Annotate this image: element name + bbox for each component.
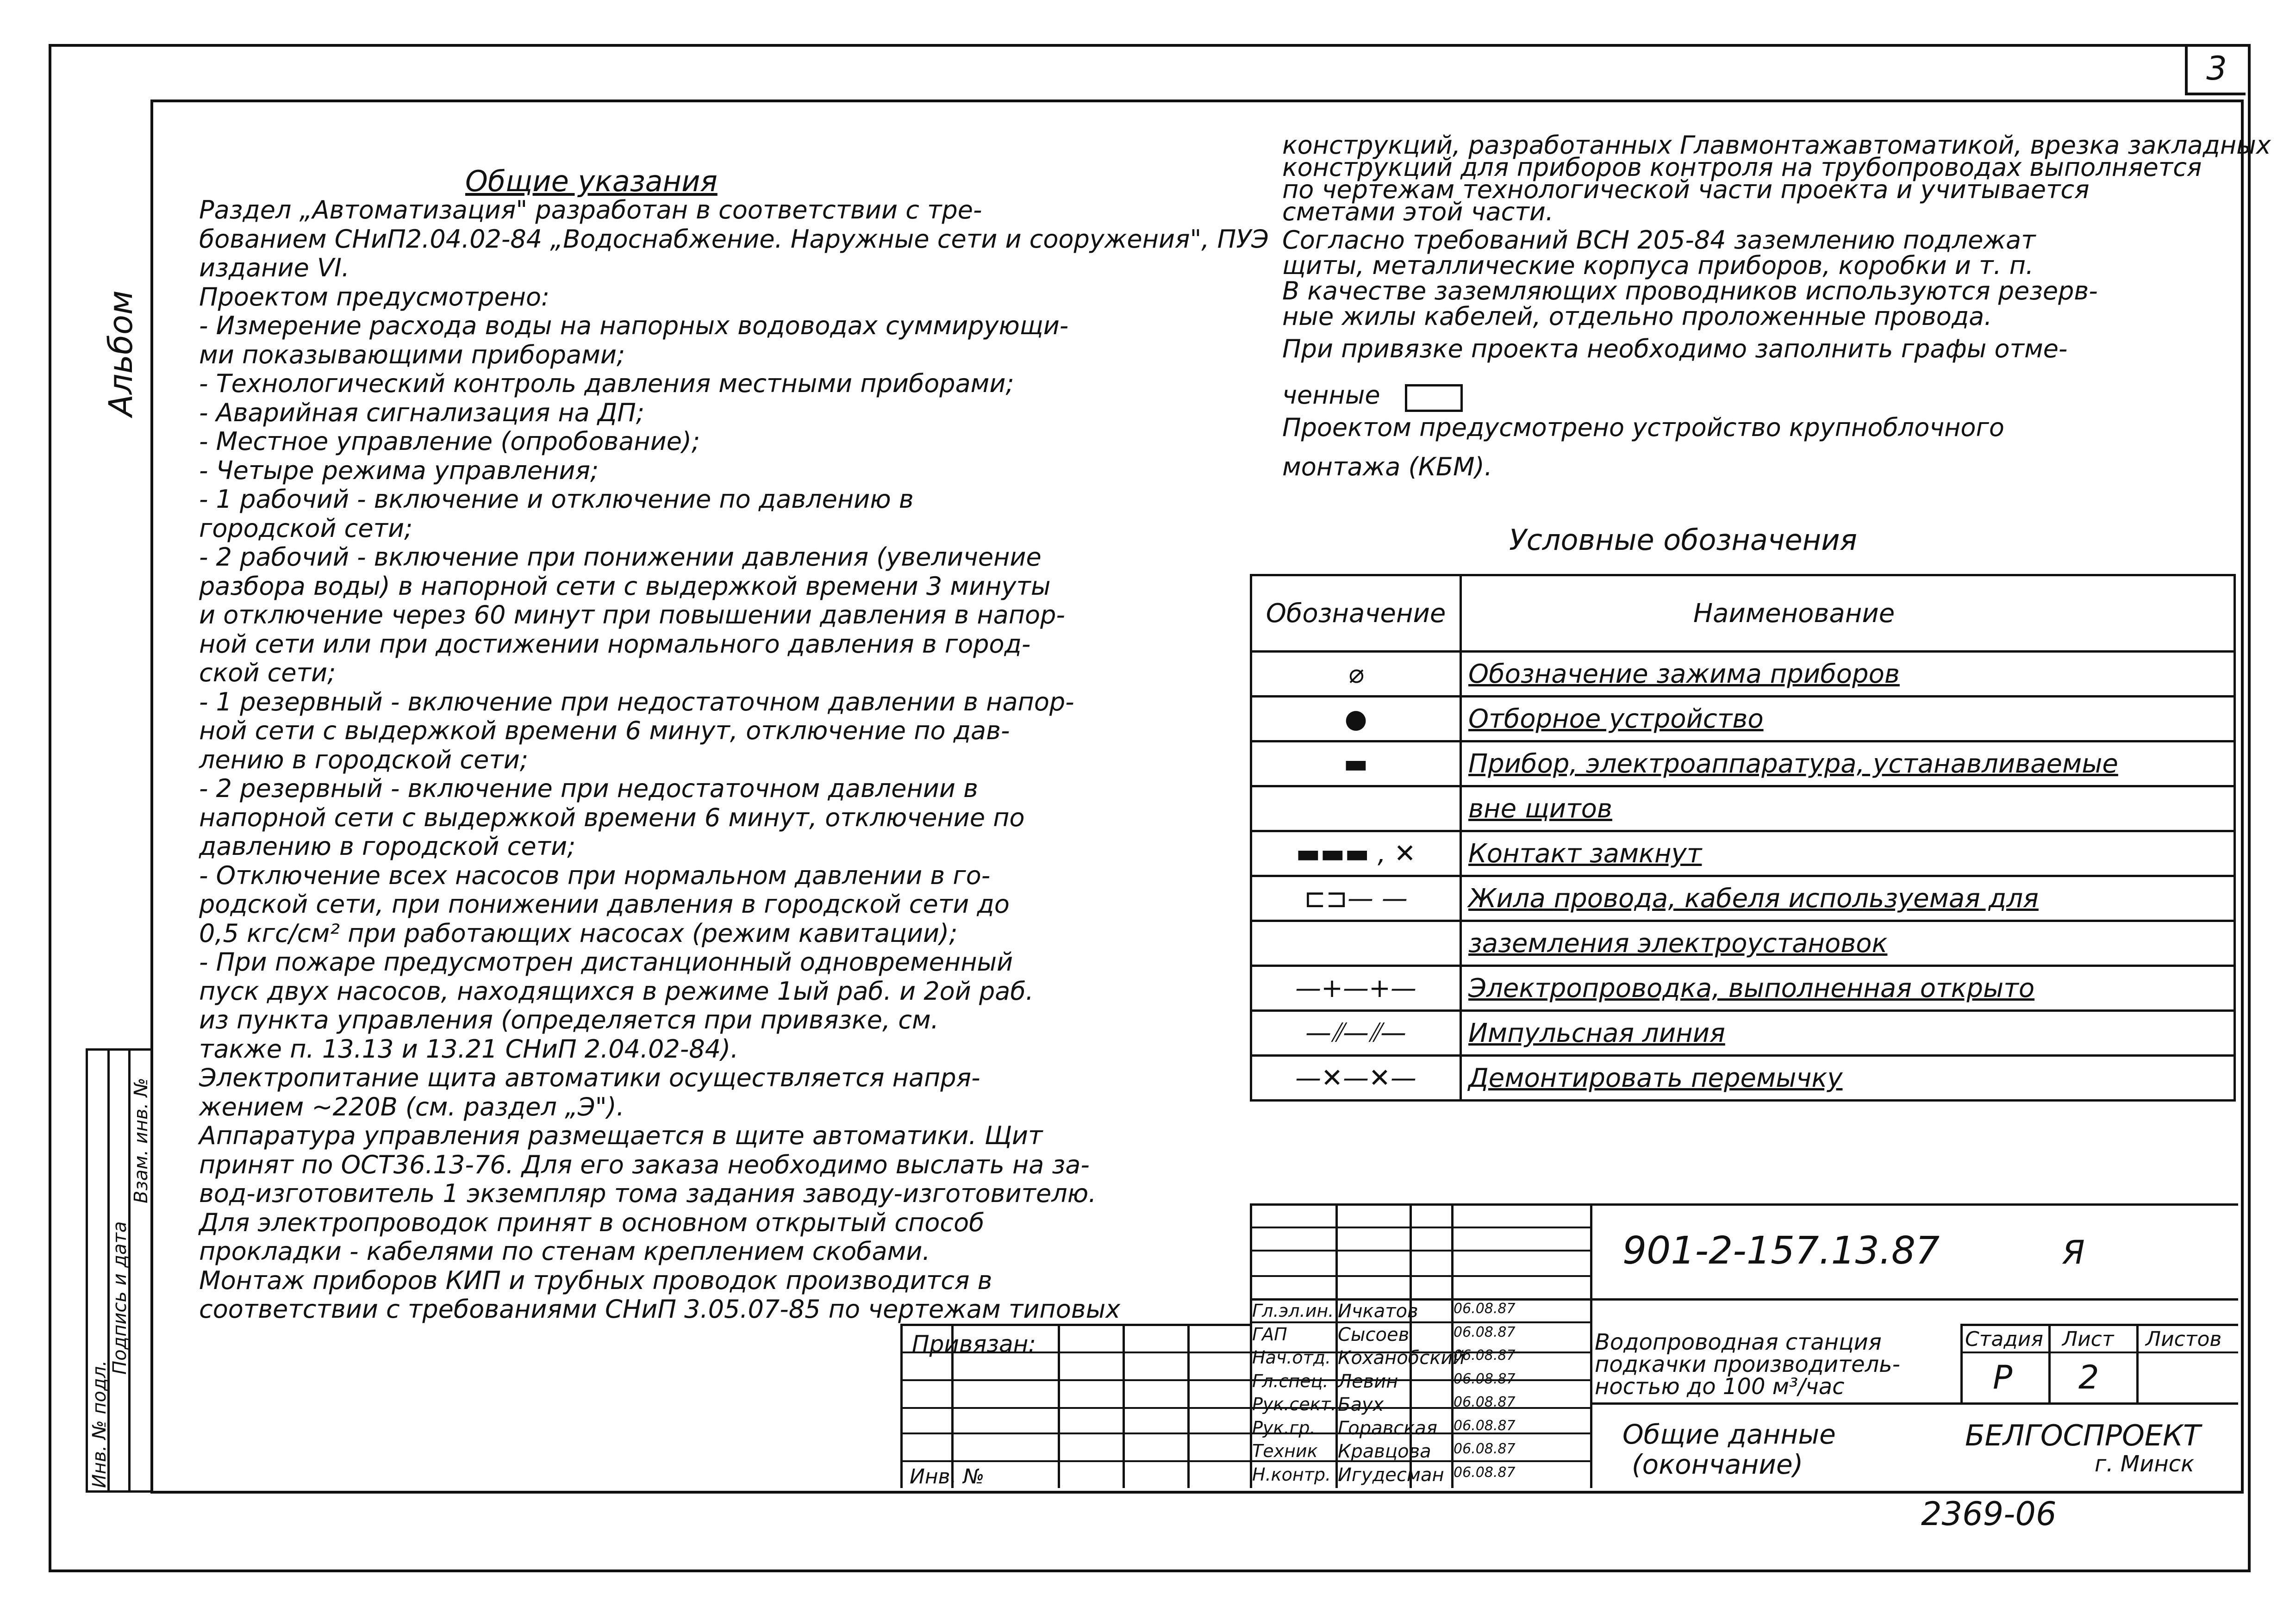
legend-row — [1251, 741, 2235, 786]
tb-name: Левин — [1338, 1370, 1398, 1392]
note-line: давлению в городской сети; — [199, 832, 576, 861]
legend-symbol: ⌀ — [1251, 652, 1461, 697]
sheet-number: 3 — [2185, 44, 2246, 95]
legend-row — [1251, 786, 2235, 831]
note-line-continued: щиты, металлические корпуса приборов, коробки и т. п. — [1282, 251, 2034, 280]
note-line: - Четыре режима управления; — [199, 455, 599, 485]
note-line: Аппаратура управления размещается в щите автоматики. Щит — [199, 1121, 1043, 1150]
note-line: бованием СНиП2.04.02-84 „Водоснабжение. Наружные сети и сооружения", ПУЭ — [199, 224, 1269, 254]
note-line-continued: ченные — [1282, 380, 1380, 410]
tb-name: Кравцова — [1338, 1441, 1431, 1462]
note-line: из пункта управления (определяется при привязке, см. — [199, 1005, 939, 1034]
note-line: - 1 резервный - включение при недостаточном давлении в напор- — [199, 687, 1074, 716]
tb-city: г. Минск — [2095, 1451, 2195, 1477]
tb-date: 06.08.87 — [1454, 1464, 1516, 1481]
tb-project-line-2: подкачки производитель- — [1595, 1351, 1900, 1377]
tb-date: 06.08.87 — [1454, 1324, 1516, 1340]
legend-symbol: —⫽—⫽— — [1251, 1011, 1461, 1056]
tb-sheet: 2 — [2078, 1358, 2099, 1396]
note-line-continued: конструкций для приборов контроля на трубопроводах выполняется — [1282, 153, 2202, 182]
tb-col-sheets: Листов — [2146, 1327, 2222, 1351]
note-line: - Аварийная сигнализация на ДП; — [199, 398, 645, 427]
legend-row — [1251, 921, 2235, 966]
note-line-continued: по чертежам технологической части проекта и учитывается — [1282, 175, 2090, 204]
note-line: Раздел „Автоматизация" разработан в соответствии с тре- — [199, 195, 982, 224]
legend-row — [1251, 831, 2235, 876]
note-line: пуск двух насосов, находящихся в режиме 1ый раб. и 2ой раб. — [199, 976, 1034, 1006]
tb-role: ГАП — [1252, 1324, 1287, 1345]
side-label-replace: Взам. инв. № — [131, 1077, 152, 1203]
legend-name: заземления электроустановок — [1461, 921, 2235, 966]
tb-role: Н.контр. — [1252, 1464, 1331, 1485]
note-line: - При пожаре предусмотрен дистанционный одновременный — [199, 947, 1013, 977]
tb-name: Игудесман — [1338, 1464, 1444, 1486]
tb-name: Баух — [1338, 1394, 1384, 1415]
legend-name: Импульсная линия — [1461, 1011, 2235, 1056]
legend-symbol — [1251, 921, 1461, 966]
note-line-continued: В качестве заземляющих проводников используются резерв- — [1282, 276, 2098, 305]
tb-sheet-title-2: (окончание) — [1632, 1449, 1803, 1480]
tb-name: Сысоев — [1338, 1324, 1410, 1345]
legend-name: Отборное устройство — [1461, 697, 2235, 741]
tb-col-stage: Стадия — [1965, 1327, 2043, 1351]
note-line: ской сети; — [199, 658, 336, 687]
legend-symbol: ▬ — [1251, 741, 1461, 786]
note-line: и отключение через 60 минут при повышении давления в напор- — [199, 600, 1065, 629]
note-line: ной сети или при достижении нормального давления в город- — [199, 629, 1031, 659]
tb-date: 06.08.87 — [1454, 1370, 1516, 1387]
side-stamp: Альбом — [102, 290, 140, 417]
note-line: - 1 рабочий - включение и отключение по давлению в — [199, 485, 914, 514]
legend-symbol — [1251, 786, 1461, 831]
tb-name: Горавская — [1338, 1417, 1437, 1439]
tb-project-line-3: ностью до 100 м³/час — [1595, 1374, 1845, 1400]
legend-row — [1251, 876, 2235, 921]
legend-symbol: ▬▬▬ , ✕ — [1251, 831, 1461, 876]
tb-name: Коханобский — [1338, 1347, 1465, 1369]
note-line: - Измерение расхода воды на напорных водоводах суммирующи- — [199, 311, 1069, 340]
tb-inv: Инв. № — [910, 1465, 985, 1488]
note-line: - 2 рабочий - включение при понижении давления (увеличение — [199, 542, 1042, 572]
tb-name: Ичкатов — [1338, 1301, 1418, 1322]
tb-date: 06.08.87 — [1454, 1417, 1516, 1434]
note-line-continued: ные жилы кабелей, отдельно проложенные провода. — [1282, 302, 1992, 331]
note-line: также п. 13.13 и 13.21 СНиП 2.04.02-84). — [199, 1034, 739, 1064]
note-line: ми показывающими приборами; — [199, 340, 625, 369]
note-line: прокладки - кабелями по стенам креплением скобами. — [199, 1237, 930, 1266]
note-line: соответствии с требованиями СНиП 3.05.07-85 по чертежам типовых — [199, 1295, 1121, 1324]
tb-role: Гл.спец. — [1252, 1370, 1329, 1391]
legend-name: Контакт замкнут — [1461, 831, 2235, 876]
note-line: разбора воды) в напорной сети с выдержкой времени 3 минуты — [199, 571, 1051, 601]
legend-table — [1250, 574, 2236, 1102]
legend-row — [1251, 966, 2235, 1011]
tb-role: Рук.гр. — [1252, 1417, 1316, 1438]
tb-privyazan: Привязан: — [912, 1331, 1036, 1358]
side-stamp-box — [86, 1048, 153, 1493]
note-line-continued: конструкций, разработанных Главмонтажавтоматикой, врезка закладных — [1282, 131, 2271, 160]
title-block — [900, 1203, 2238, 1488]
note-line: Монтаж приборов КИП и трубных проводок производится в — [199, 1265, 992, 1295]
legend-name: вне щитов — [1461, 786, 2235, 831]
note-line: жением ~220В (см. раздел „Э"). — [199, 1092, 624, 1121]
document-number: 2369-06 — [1921, 1495, 2057, 1533]
tb-code: 901-2-157.13.87 — [1622, 1229, 1940, 1273]
note-line: городской сети; — [199, 513, 413, 543]
tb-date: 06.08.87 — [1454, 1301, 1516, 1317]
legend-symbol: —✕—✕— — [1251, 1056, 1461, 1101]
legend-name: Электропроводка, выполненная открыто — [1461, 966, 2235, 1011]
tb-role: Гл.эл.ин. — [1252, 1301, 1334, 1321]
tb-col-sheet: Лист — [2062, 1327, 2114, 1351]
note-line: принят по ОСТ36.13-76. Для его заказа необходимо выслать на за- — [199, 1150, 1090, 1179]
note-line-continued: сметами этой части. — [1282, 197, 1554, 226]
note-line: лению в городской сети; — [199, 745, 529, 774]
note-line: - Технологический контроль давления местными приборами; — [199, 369, 1014, 398]
tb-date: 06.08.87 — [1454, 1441, 1516, 1457]
legend-name: Обозначение зажима приборов — [1461, 652, 2235, 697]
legend-header-name: Наименование — [1461, 575, 2235, 652]
legend-symbol: —+—+— — [1251, 966, 1461, 1011]
side-label-inv: Инв. № подл. — [89, 1360, 110, 1488]
legend-name: Жила провода, кабеля используемая для — [1461, 876, 2235, 921]
tb-project-line-1: Водопроводная станция — [1595, 1329, 1882, 1355]
note-line: Для электропроводок принят в основном открытый способ — [199, 1208, 985, 1237]
note-line: вод-изготовитель 1 экземпляр тома задания заводу-изготовителю. — [199, 1179, 1097, 1208]
page-title: Общие указания — [465, 164, 718, 198]
note-line-continued: При привязке проекта необходимо заполнить графы отме- — [1282, 334, 2068, 363]
tb-role: Рук.сект. — [1252, 1394, 1336, 1414]
legend-header-row — [1251, 575, 2235, 652]
legend-name: Прибор, электроаппаратура, устанавливаемые — [1461, 741, 2235, 786]
tb-stage: Р — [1993, 1358, 2013, 1396]
note-line-continued: Согласно требований ВСН 205-84 заземлению подлежат — [1282, 225, 2036, 255]
note-line: Проектом предусмотрено: — [199, 282, 550, 311]
legend-row — [1251, 652, 2235, 697]
legend-name: Демонтировать перемычку — [1461, 1056, 2235, 1101]
note-line-continued: монтажа (КБМ). — [1282, 452, 1492, 481]
note-line: издание VI. — [199, 253, 350, 282]
note-line: Электропитание щита автоматики осуществляется напря- — [199, 1063, 980, 1092]
legend-title: Условные обозначения — [1509, 523, 1857, 557]
note-line: родской сети, при понижении давления в городской сети до — [199, 890, 1010, 919]
tb-role: Техник — [1252, 1441, 1318, 1461]
tb-code-suffix: Я — [2062, 1233, 2085, 1271]
legend-row — [1251, 1056, 2235, 1101]
legend-symbol: ⊏⊐— — — [1251, 876, 1461, 921]
note-line: - Местное управление (опробование); — [199, 427, 700, 456]
legend-symbol: ● — [1251, 697, 1461, 741]
note-line: - 2 резервный - включение при недостаточном давлении в — [199, 774, 978, 803]
tb-date: 06.08.87 — [1454, 1394, 1516, 1410]
legend-header-symbol: Обозначение — [1251, 575, 1461, 652]
note-line: 0,5 кгс/см² при работающих насосах (режим кавитации); — [199, 918, 958, 948]
tb-date: 06.08.87 — [1454, 1347, 1516, 1364]
tb-role: Нач.отд. — [1252, 1347, 1331, 1368]
tb-sheet-title-1: Общие данные — [1622, 1419, 1836, 1450]
tb-org: БЕЛГОСПРОЕКТ — [1965, 1419, 2201, 1452]
note-line: ной сети с выдержкой времени 6 минут, отключение по дав- — [199, 716, 1010, 745]
legend-row — [1251, 1011, 2235, 1056]
marked-fields-box — [1405, 384, 1463, 412]
note-line: - Отключение всех насосов при нормальном давлении в го- — [199, 860, 991, 890]
side-label-signature: Подпись и дата — [109, 1221, 131, 1375]
note-line: напорной сети с выдержкой времени 6 минут, отключение по — [199, 803, 1025, 832]
note-line-continued: Проектом предусмотрено устройство крупноблочного — [1282, 413, 2004, 442]
legend-row — [1251, 697, 2235, 741]
